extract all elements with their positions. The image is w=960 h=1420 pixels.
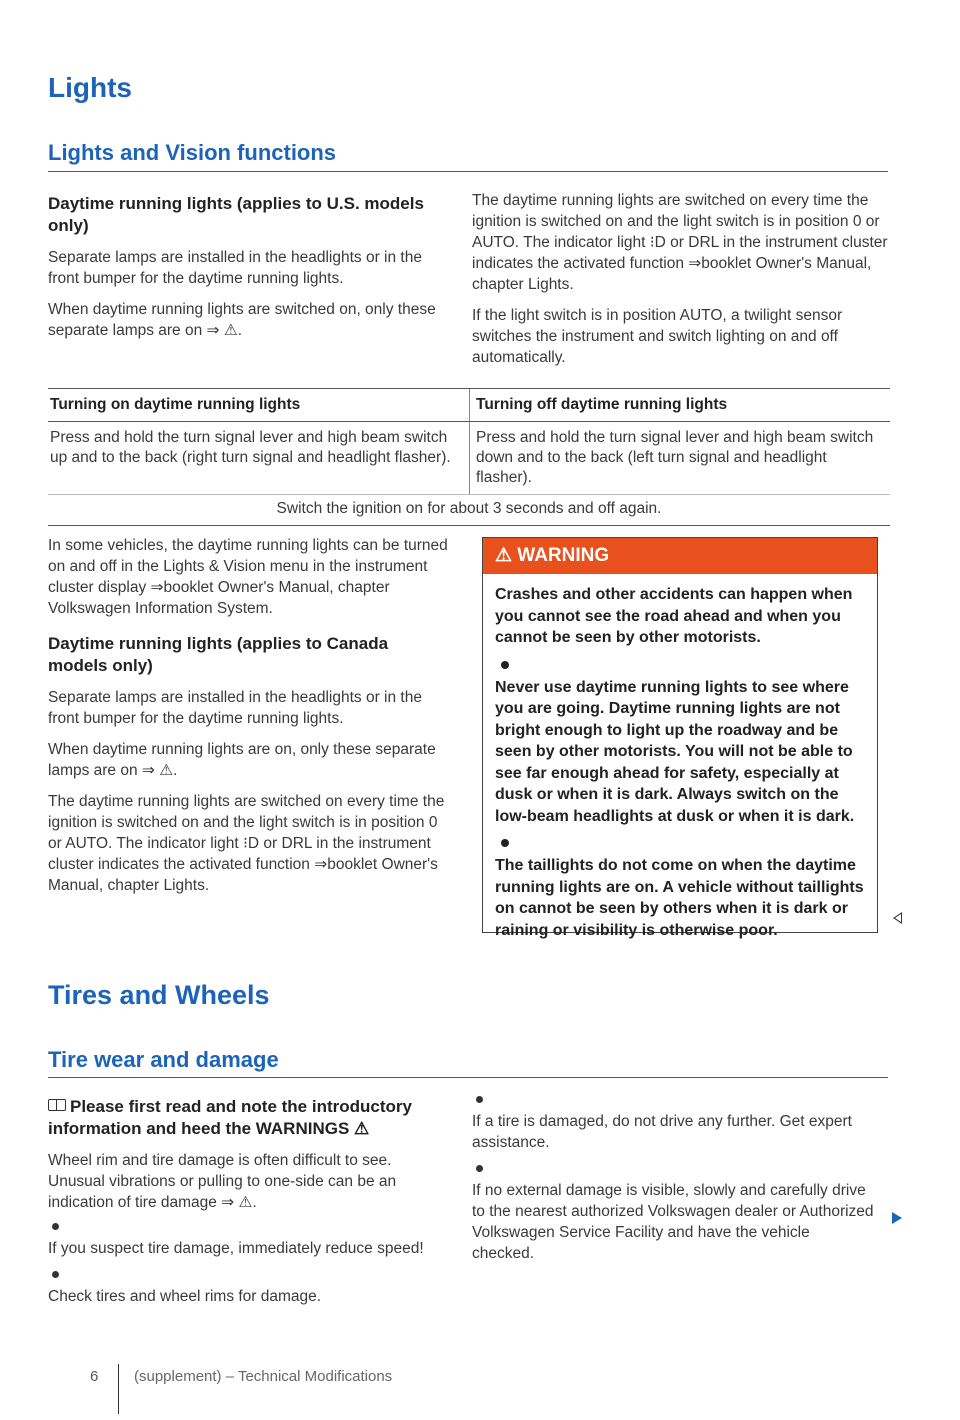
section-rule [48, 171, 888, 172]
drl-switch-table [48, 388, 890, 526]
intro-heading-text: Please first read and note the introductory information and heed the WARNINGS ⚠ [48, 1097, 412, 1138]
canada-drl-p3: The daytime running lights are switched on every time the ignition is switched on and the light switch is in position 0 or AUTO. The indicator light ⁝D or DRL in the instrument cluster indicates the activated function ⇒booklet Owner's Manual, chapter Lights. [48, 793, 445, 894]
chapter-title-tires: Tires and Wheels [48, 980, 270, 1010]
page-title: Lights [48, 72, 132, 103]
list-item-text: Check tires and wheel rims for damage. [48, 1288, 322, 1305]
bullet-icon [52, 1223, 59, 1230]
list-item [48, 1271, 450, 1307]
canada-drl-heading: Daytime running lights (applies to Canada models only) [48, 634, 389, 675]
us-drl-column [48, 193, 450, 351]
table-cell-off: Press and hold the turn signal lever and high beam switch down and to the back (left turn signal and headlight flasher). [469, 422, 890, 494]
tire-paragraph: Wheel rim and tire damage is often difficult to see. Unusual vibrations or pulling to one-side can be an indication of tire damage ⇒ ⚠. [48, 1152, 397, 1211]
warning-title: ⚠ WARNING [483, 538, 877, 574]
us-drl-right-column [472, 190, 888, 378]
list-item [472, 1165, 874, 1264]
table-header-row [48, 388, 890, 422]
tire-right-column [472, 1096, 874, 1276]
section-heading-lights-vision: Lights and Vision functions [48, 140, 337, 165]
table-header-on: Turning on daytime running lights [50, 396, 301, 413]
warning-bullet-text: Never use daytime running lights to see where you are going. Daytime running lights are not bright enough to light up the roadway and be seen by other motorists. You will not be able to see far enough ahead for safety, especially at dusk or when it is dark. Always switch on the low-beam headlights at dusk or when it is dark. [495, 678, 855, 825]
us-drl-p4: If the light switch is in position AUTO, a twilight sensor switches the instrument and switch lighting on and off automatically. [472, 307, 843, 366]
us-drl-p2: When daytime running lights are switched on, only these separate lamps are on ⇒ ⚠. [48, 301, 436, 339]
intro-heading [48, 1096, 450, 1140]
section-rule [48, 1077, 888, 1078]
footer-divider [118, 1364, 119, 1414]
list-item-text: If a tire is damaged, do not drive any further. Get expert assistance. [472, 1113, 852, 1151]
bullet-icon [501, 839, 509, 847]
footer-text: (supplement) – Technical Modifications [134, 1368, 393, 1385]
list-item-text: If no external damage is visible, slowly and carefully drive to the nearest authorized Volkswagen dealer or Authorized Volkswagen Service Facility and have the vehicle checked. [472, 1182, 874, 1262]
warning-intro: Crashes and other accidents can happen when you cannot see the road ahead and when you cannot be seen by other motorists. [495, 586, 853, 646]
tire-left-column [48, 1096, 450, 1319]
warning-box [482, 537, 878, 939]
table-row [48, 422, 890, 495]
table-cell-on: Press and hold the turn signal lever and high beam switch up and to the back (right turn signal and headlight flasher). [50, 429, 451, 466]
section-end-icon [893, 912, 902, 924]
warning-bullet [495, 661, 865, 828]
warning-bullet-text: The taillights do not come on when the daytime running lights are on. A vehicle without taillights on cannot be seen by others when it is dark or raining or visibility is otherwise poor. [495, 857, 864, 939]
warning-body [483, 574, 877, 941]
list-item [48, 1223, 450, 1259]
bullet-icon [476, 1165, 483, 1172]
canada-drl-p1: Separate lamps are installed in the headlights or in the front bumper for the daytime running lights. [48, 689, 422, 727]
bullet-icon [501, 661, 509, 669]
book-icon [48, 1099, 66, 1111]
bullet-icon [52, 1271, 59, 1278]
table-footer-row: Switch the ignition on for about 3 seconds and off again. [48, 495, 890, 526]
list-item-text: If you suspect tire damage, immediately reduce speed! [48, 1240, 424, 1257]
warning-bullet [495, 839, 865, 941]
us-drl-heading: Daytime running lights (applies to U.S. models only) [48, 194, 424, 235]
table-header-off: Turning off daytime running lights [469, 389, 890, 421]
us-drl-p3: The daytime running lights are switched on every time the ignition is switched on and the light switch is in position 0 or AUTO. The indicator light ⁝D or DRL in the instrument cluster indicates the activated function ⇒booklet Owner's Manual, chapter Lights. [472, 192, 888, 293]
section-heading-tire-wear: Tire wear and damage [48, 1047, 279, 1072]
bullet-icon [476, 1096, 483, 1103]
page-number: 6 [90, 1368, 99, 1385]
us-drl-p1: Separate lamps are installed in the headlights or in the front bumper for the daytime running lights. [48, 249, 422, 287]
menu-and-canada-column [48, 535, 450, 906]
canada-drl-p2: When daytime running lights are on, only these separate lamps are on ⇒ ⚠. [48, 741, 436, 779]
menu-paragraph: In some vehicles, the daytime running lights can be turned on and off in the Lights & Vision menu in the instrument cluster display ⇒booklet Owner's Manual, chapter Volkswagen Information System. [48, 537, 448, 617]
list-item [472, 1096, 874, 1153]
continue-arrow-icon [892, 1212, 902, 1224]
